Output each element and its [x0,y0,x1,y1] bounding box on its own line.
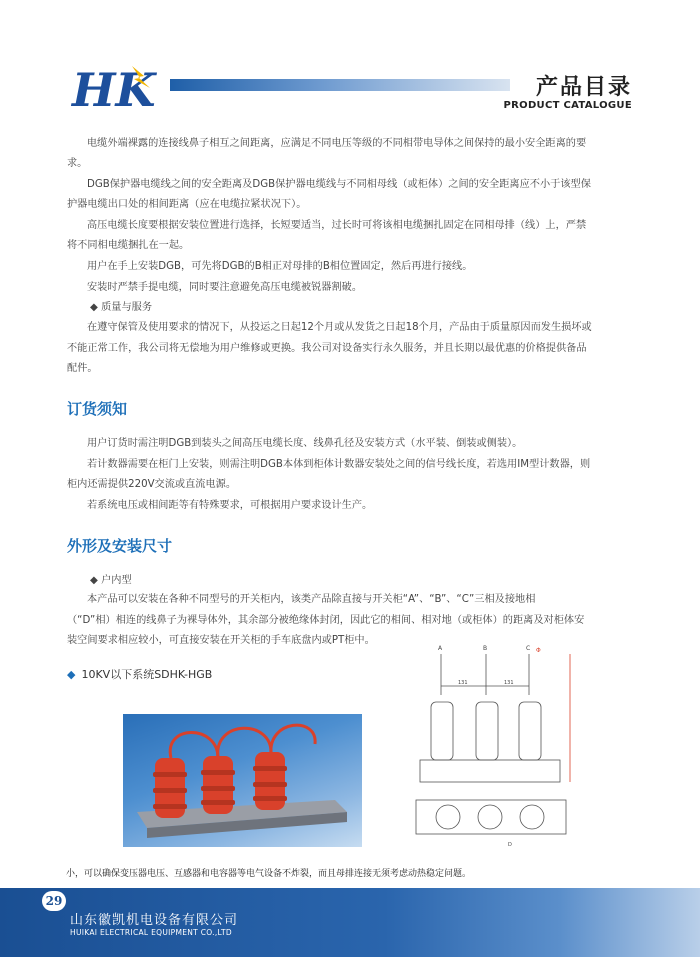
paragraph-line: 装空间要求相应较小，可直接安装在开关柜的手车底盘内或PT柜中。 [67,635,375,646]
photo-arrester [253,752,287,810]
paragraph-line: 电缆外端裸露的连接线鼻子相互之间距离，应满足不同电压等级的不同相带电导体之间保持的最小安全距离的要 [87,138,587,149]
section-heading-dimensions: 外形及安装尺寸 [67,537,173,555]
plan-circle-b [478,805,502,829]
paragraph-line: 将不同相电缆捆扎在一起。 [67,240,190,251]
insulator-a [431,702,453,760]
photo-cable [271,725,315,754]
paragraph-line: 若计数器需要在柜门上安装，则需注明DGB本体到柜体计数器安装处之间的信号线长度，若选用IM型计数器，则 [87,459,591,470]
photo-arrester [153,758,187,818]
paragraph-line: 安装时严禁手提电缆，同时要注意避免高压电缆被锐器割破。 [87,282,363,293]
paragraph-line: 柜内还需提供220V交流或直流电源。 [67,479,237,490]
drawing-base [420,760,560,782]
product-model-heading [67,666,212,682]
plan-circle-a [436,805,460,829]
paragraph-line: 在遵守保管及使用要求的情况下，从投运之日起12个月或从发货之日起18个月，产品由于质量原因而发生损坏或 [87,322,592,333]
company-name-en: HUIKAI ELECTRICAL EQUIPMENT CO.,LTD [70,928,232,937]
paragraph-line: 求。 [67,158,88,169]
drawing-dim-1: 131 [458,680,468,686]
company-logo [70,62,160,114]
page-subtitle: PRODUCT CATALOGUE [503,100,632,111]
drawing-label-c: C [526,645,531,652]
paragraph-line: 不能正常工作，我公司将无偿地为用户维修或更换。我公司对设备实行永久服务，并且长期以最优惠的价格提供备品 [67,343,587,354]
page-number: 29 [42,891,66,911]
header-gradient-bar [170,79,510,91]
photo-cable [170,733,218,759]
section-heading-order: 订货须知 [67,400,128,418]
bullet-quality-service: ◆ 质量与服务 [90,302,153,313]
paragraph-line: 用户订货时需注明DGB到装头之间高压电缆长度、线鼻孔径及安装方式（水平装、倒装或侧装）。 [87,438,523,449]
dimension-drawing [408,640,583,850]
drawing-label-b: B [483,645,488,652]
insulator-c [519,702,541,760]
drawing-label-a: A [438,645,443,652]
paragraph-line: 用户在手上安装DGB，可先将DGB的B相正对母排的B相位置固定，然后再进行接线。 [87,261,473,272]
product-photo [123,714,362,847]
paragraph-line: 若系统电压或相间距等有特殊要求，可根据用户要求设计生产。 [87,500,373,511]
paragraph-line: 高压电缆长度要根据安装位置进行选择，长短要适当，过长时可将该相电缆捆扎固定在同相母排（线）上，严禁 [87,220,587,231]
drawing-label-d: D [508,842,512,848]
drawing-dim-2: 131 [504,680,514,686]
paragraph-line: DGB保护器电缆线之间的安全距离及DGB保护器电缆线与不同相母线（或柜体）之间的安全距离应不小于该型保 [87,179,591,190]
bottom-note: 小，可以确保变压器电压、互感器和电容器等电气设备不炸裂，而且母排连接无须考虑动热稳定问题。 [66,869,472,879]
paragraph-line: 本产品可以安装在各种不同型号的开关柜内，该类产品除直接与开关柜“A”、“B”、“C”三相及接地相 [87,594,536,605]
paragraph-line: 护器电缆出口处的相间距离（应在电缆拉紧状况下）。 [67,199,307,210]
bullet-indoor-type: ◆ 户内型 [90,575,132,586]
product-model-label: 10KV以下系统SDHK-HGB [81,668,213,681]
page-title: 产品目录 [535,75,632,100]
company-name-cn: 山东徽凯机电设备有限公司 [70,913,239,928]
insulator-b [476,702,498,760]
paragraph-line: 配件。 [67,363,98,374]
diamond-bullet-icon: ◆ [67,668,76,681]
logo-text: HK [72,63,156,114]
plan-circle-c [520,805,544,829]
photo-arrester [201,756,235,814]
drawing-label-phi: Φ [536,647,541,654]
paragraph-line: （“D”相）相连的线鼻子为裸导体外，其余部分被绝缘体封闭，因此它的相间、相对地（或柜体）的距离及对柜体安 [67,615,585,626]
